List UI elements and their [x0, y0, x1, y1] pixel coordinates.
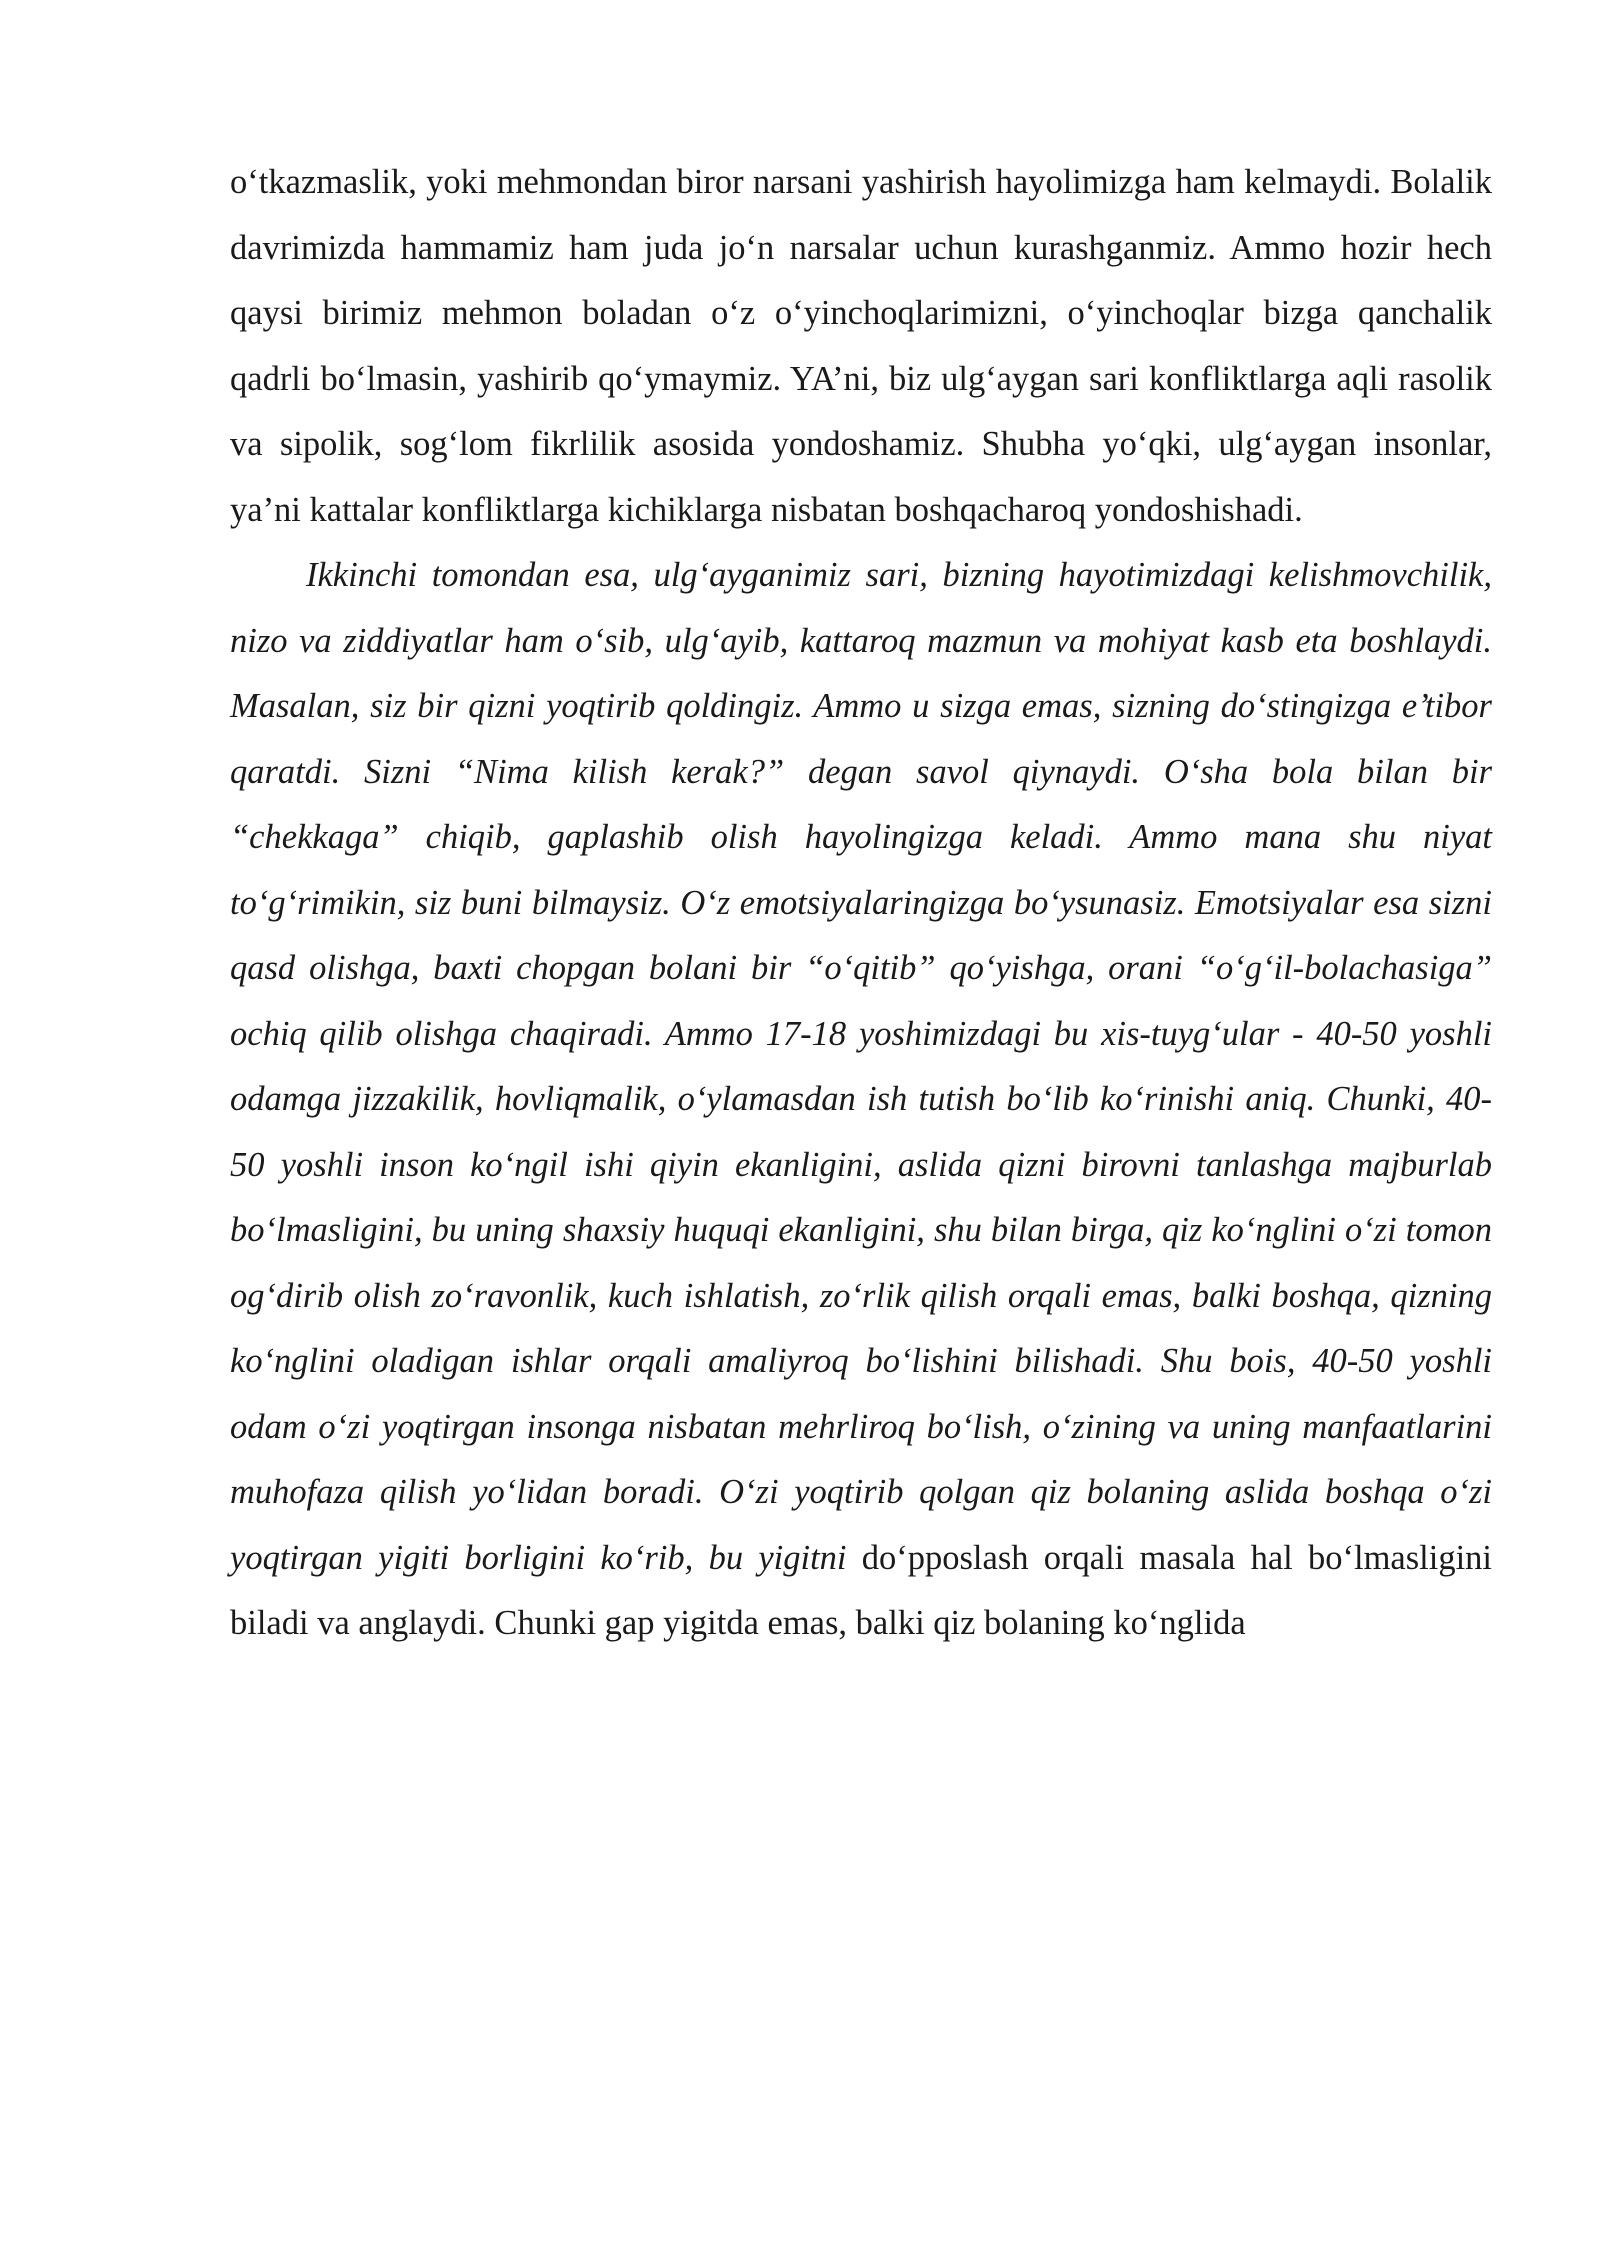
- paragraph-2-italic-text: Ikkinchi tomondan esa, ulg‘ayganimiz sari, bizning hayotimizdagi kelishmovchilik, nizo va ziddiyatlar ham o‘sib, ulg‘ayib, kattaroq mazmun va mohiyat kasb eta boshlaydi. Masalan, siz bir qizni yoqtirib qoldingiz. Ammo u sizga emas, sizning do‘stingizga e’tibor qaratdi. Sizni “Nima kilish kerak?” degan savol qiynaydi. O‘sha bola bilan bir “chekkaga” chiqib, gaplashib olish hayolingizga keladi. Ammo mana shu niyat to‘g‘rimikin, siz buni bilmaysiz. O‘z emotsiyalaringizga bo‘ysunasiz. Emotsiyalar esa sizni qasd olishga, baxti chopgan bolani bir “o‘qitib” qo‘yishga, orani “o‘g‘il-bolachasiga” ochiq qilib olishga chaqiradi. Ammo 17-18 yoshimizdagi bu xis-tuyg‘ular - 40-50 yoshli odamga jizzakilik, hovliqmalik, o‘ylamasdan ish tutish bo‘lib ko‘rinishi aniq. Chunki, 40-50 yoshli inson ko‘ngil ishi qiyin ekanligini, aslida qizni birovni tanlashga majburlab bo‘lmasligini, bu uning shaxsiy huquqi ekanligini, shu bilan birga, qiz ko‘nglini o‘zi tomon og‘dirib olish zo‘ravonlik, kuch ishlatish, zo‘rlik qilish orqali emas, balki boshqa, qizning ko‘nglini oladigan ishlar orqali amaliyroq bo‘lishini bilishadi. Shu bois, 40-50 yoshli odam o‘zi yoqtirgan insonga nisbatan mehrliroq bo‘lish, o‘zining va uning manfaatlarini muhofaza qilish yo‘lidan boradi. O‘zi yoqtirib qolgan qiz bolaning aslida boshqa o‘zi yoqtirgan yigiti borligini ko‘rib, bu yigitni: [230, 556, 1492, 1577]
- paragraph-2-regular-text: do‘pposlash orqali masala hal bo‘lmasligini biladi va anglaydi. Chunki gap yigitda emas, balki qiz bolaning ko‘nglida: [230, 1538, 1492, 1642]
- document-body: [230, 150, 1492, 1657]
- paragraph-1: o‘tkazmaslik, yoki mehmondan biror narsani yashirish hayolimizga ham kelmaydi. Bolalik davrimizda hammamiz ham juda jo‘n narsalar uchun kurashganmiz. Ammo hozir hech qaysi birimiz mehmon boladan o‘z o‘yinchoqlarimizni, o‘yinchoqlar bizga qanchalik qadrli bo‘lmasin, yashirib qo‘ymaymiz. YA’ni, biz ulg‘aygan sari konfliktlarga aqli rasolik va sipolik, sog‘lom fikrlilik asosida yondoshamiz. Shubha yo‘qki, ulg‘aygan insonlar, ya’ni kattalar konfliktlarga kichiklarga nisbatan boshqacharoq yondoshishadi.: [230, 163, 1492, 529]
- paragraph-2: [230, 543, 1492, 1657]
